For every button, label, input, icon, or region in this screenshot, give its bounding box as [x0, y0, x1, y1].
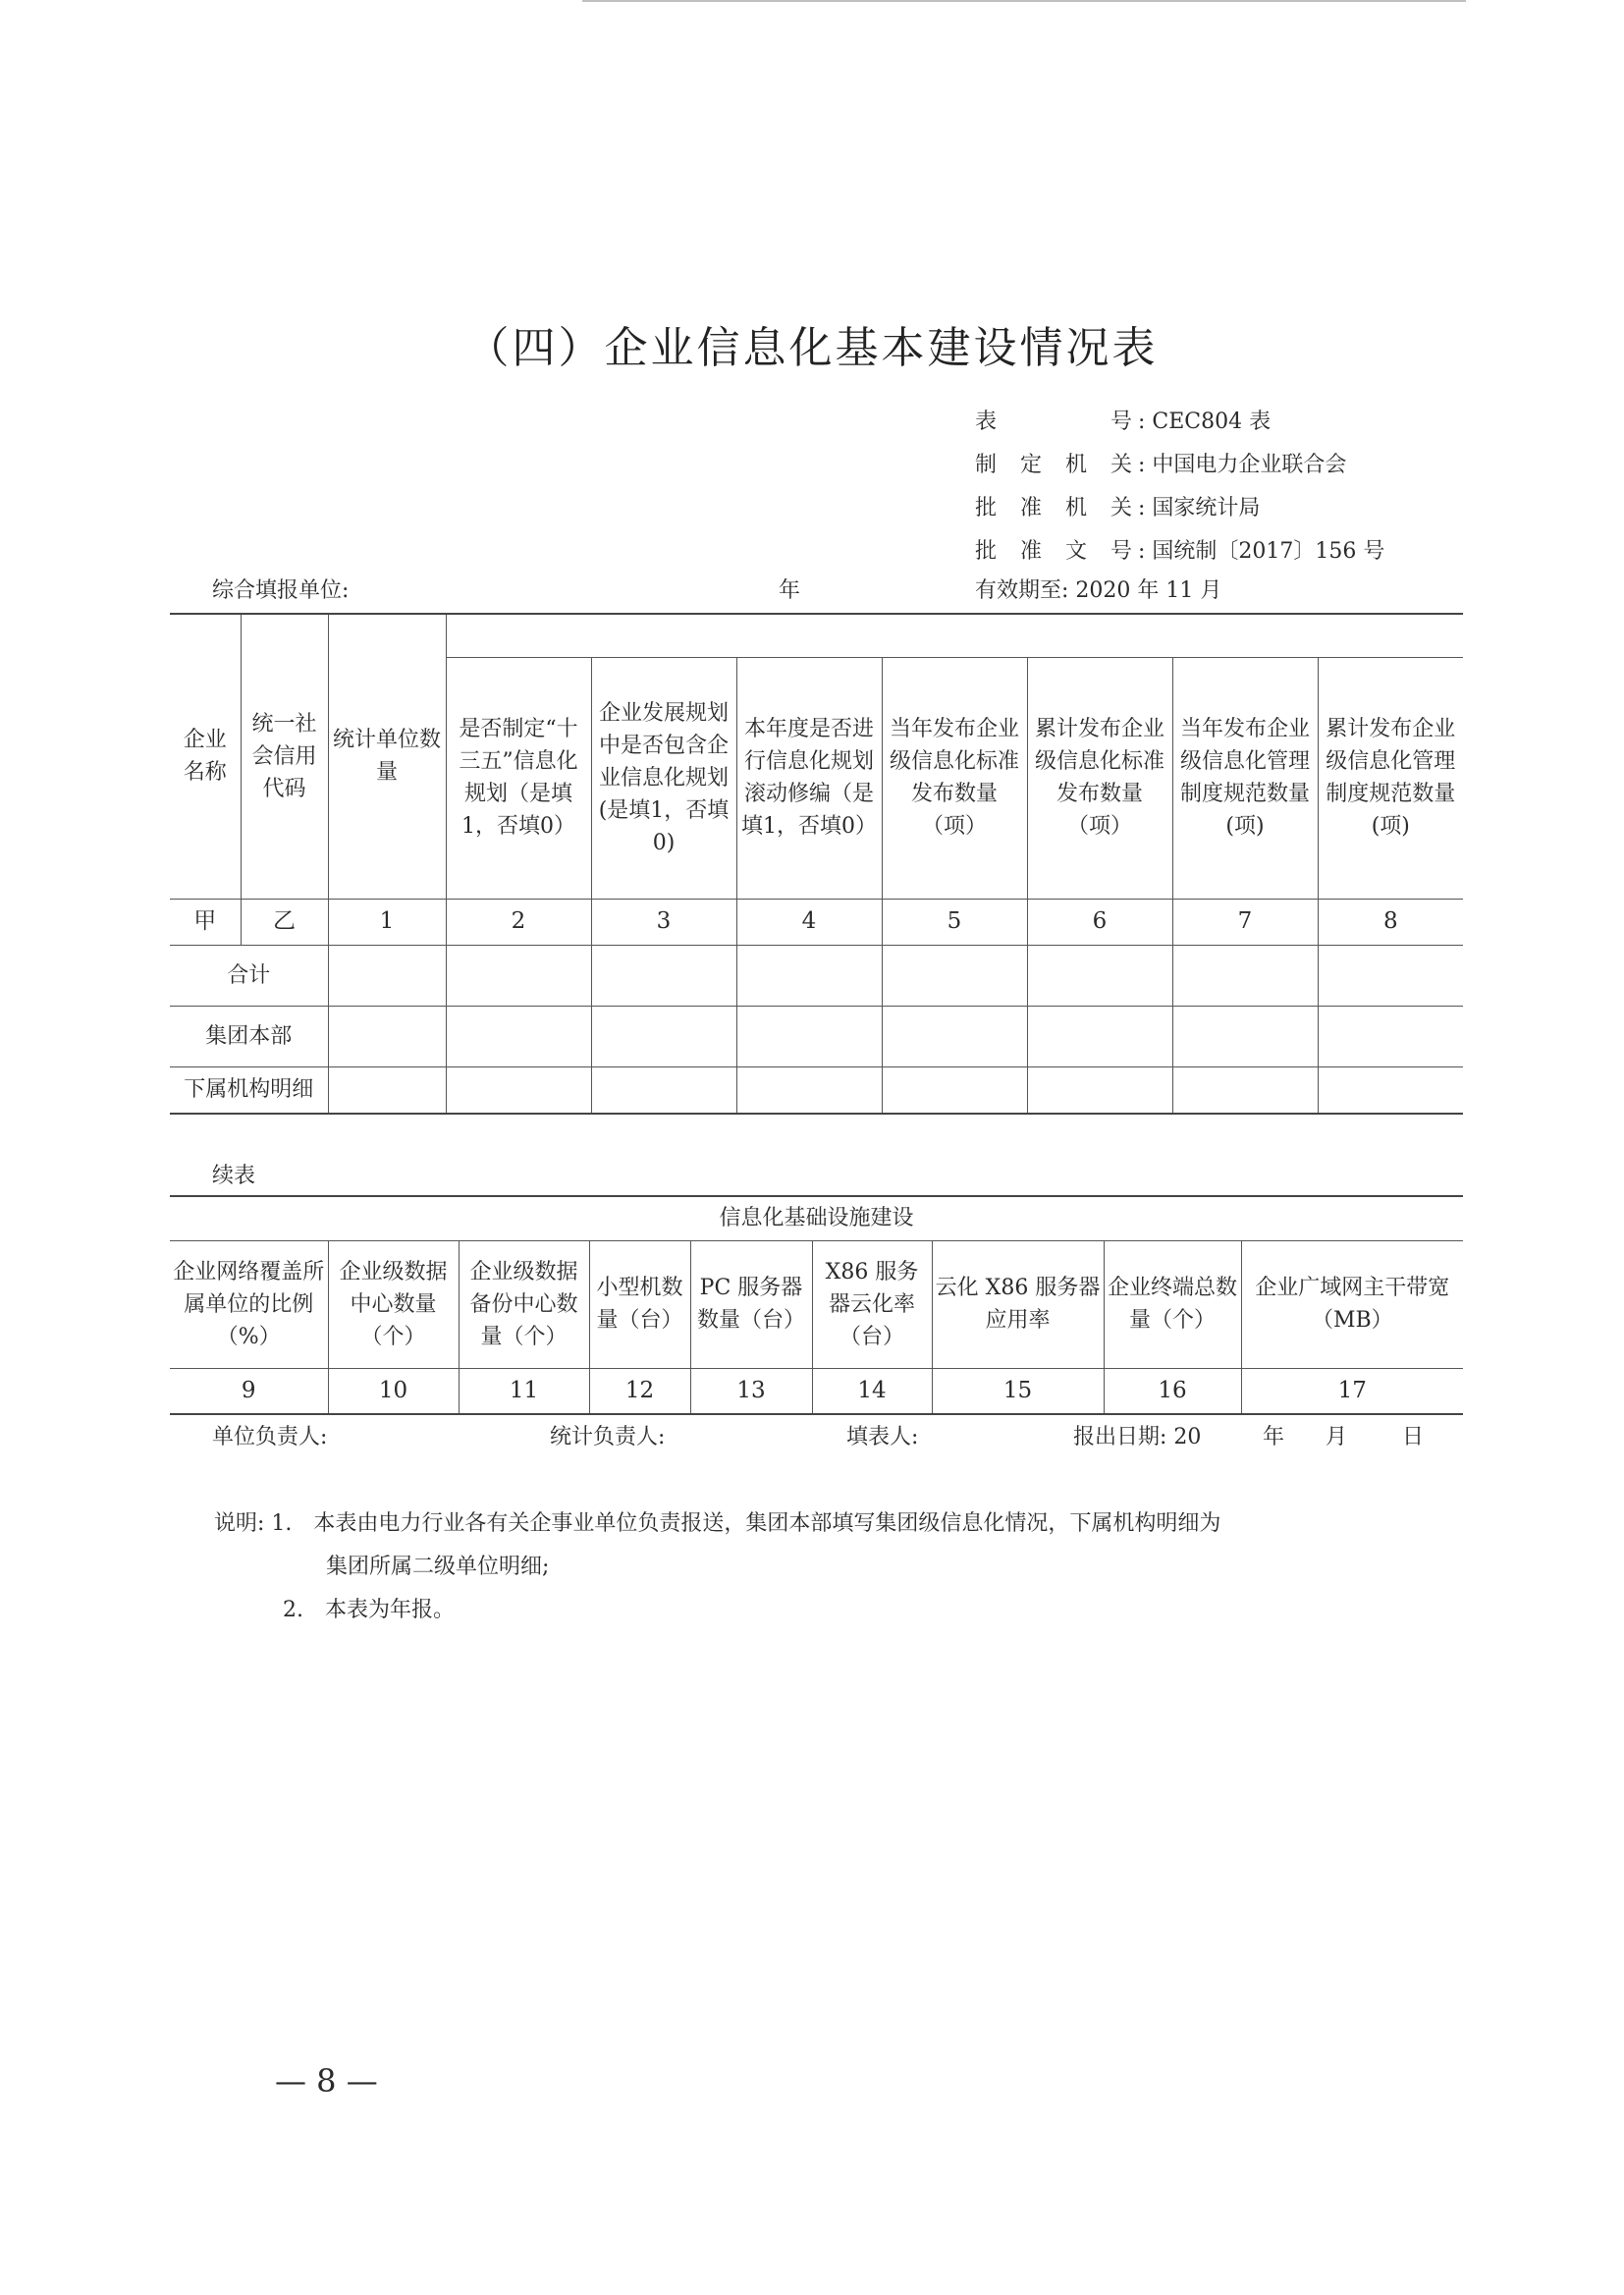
code-cell: 14	[812, 1368, 932, 1414]
reporting-unit-label: 综合填报单位:	[212, 578, 350, 603]
table-row	[170, 1006, 1463, 1066]
column-code-row	[170, 899, 1463, 945]
report-date-month: 月	[1326, 1425, 1348, 1449]
scan-top-edge	[582, 0, 1466, 2]
data-cell[interactable]	[1027, 945, 1172, 1006]
header-col-7: 累计发布企业级信息化管理制度规范数量(项)	[1318, 657, 1463, 899]
code-cell: 13	[690, 1368, 812, 1414]
form-metadata	[975, 401, 1384, 574]
code-cell: 7	[1172, 899, 1318, 945]
data-cell[interactable]	[328, 945, 446, 1006]
meta-approval-number: 批准文号 : 国统制〔2017〕156 号	[975, 539, 1385, 564]
header-col-13: PC 服务器数量（台）	[690, 1240, 812, 1368]
data-cell[interactable]	[882, 1006, 1027, 1066]
filler-label: 填表人:	[846, 1425, 919, 1449]
infrastructure-group-header: 信息化基础设施建设	[170, 1196, 1463, 1240]
header-unit-count: 统计单位数量	[328, 614, 446, 899]
note-line-1: 说明: 1. 本表由电力行业各有关企事业单位负责报送，集团本部填写集团级信息化情况，下属机构明细为	[214, 1511, 1221, 1536]
code-cell: 8	[1318, 899, 1463, 945]
header-col-5: 累计发布企业级信息化标准发布数量（项）	[1027, 657, 1172, 899]
column-code-row	[170, 1368, 1463, 1414]
code-cell: 10	[328, 1368, 459, 1414]
code-cell: 4	[736, 899, 882, 945]
report-date-year: 年	[1263, 1425, 1285, 1449]
code-cell: 3	[591, 899, 736, 945]
data-cell[interactable]	[591, 1066, 736, 1114]
header-col-2: 企业发展规划中是否包含企业信息化规划(是填1，否填0)	[591, 657, 736, 899]
code-cell: 6	[1027, 899, 1172, 945]
table-row	[170, 945, 1463, 1006]
code-cell: 16	[1104, 1368, 1241, 1414]
code-cell: 乙	[241, 899, 328, 945]
row-label-headquarters: 集团本部	[170, 1006, 328, 1066]
data-cell[interactable]	[328, 1006, 446, 1066]
report-date-label: 报出日期: 20	[1073, 1425, 1202, 1449]
data-cell[interactable]	[882, 1066, 1027, 1114]
page-title: （四）企业信息化基本建设情况表	[465, 323, 1159, 373]
code-cell: 甲	[170, 899, 241, 945]
data-cell[interactable]	[1027, 1066, 1172, 1114]
code-cell: 5	[882, 899, 1027, 945]
data-cell[interactable]	[1027, 1006, 1172, 1066]
code-cell: 9	[170, 1368, 328, 1414]
header-col-14: X86 服务器云化率（台）	[812, 1240, 932, 1368]
infrastructure-table	[170, 1195, 1463, 1415]
data-cell[interactable]	[1172, 1006, 1318, 1066]
page-number: — 8 —	[275, 2062, 378, 2100]
code-cell: 17	[1241, 1368, 1463, 1414]
header-col-12: 小型机数量（台）	[589, 1240, 690, 1368]
data-cell[interactable]	[1318, 1066, 1463, 1114]
header-col-15: 云化 X86 服务器应用率	[932, 1240, 1104, 1368]
header-col-4: 当年发布企业级信息化标准发布数量（项）	[882, 657, 1027, 899]
valid-until-label: 有效期至: 2020 年 11 月	[975, 578, 1222, 603]
report-date-day: 日	[1402, 1425, 1425, 1449]
header-col-16: 企业终端总数量（个）	[1104, 1240, 1241, 1368]
data-cell[interactable]	[1318, 945, 1463, 1006]
table-row	[170, 1066, 1463, 1114]
meta-issuing-authority: 制定机关 : 中国电力企业联合会	[975, 453, 1347, 477]
info-construction-table	[170, 613, 1463, 1115]
code-cell: 2	[446, 899, 591, 945]
meta-table-number: 表 号 : CEC804 表	[975, 410, 1272, 434]
data-cell[interactable]	[736, 1066, 882, 1114]
note-line-1-cont: 集团所属二级单位明细;	[326, 1555, 550, 1579]
header-col-1: 是否制定“十三五”信息化规划（是填1，否填0）	[446, 657, 591, 899]
data-cell[interactable]	[446, 1006, 591, 1066]
header-enterprise-name: 企业名称	[170, 614, 241, 899]
code-cell: 1	[328, 899, 446, 945]
data-cell[interactable]	[882, 945, 1027, 1006]
data-cell[interactable]	[446, 1066, 591, 1114]
header-credit-code: 统一社会信用代码	[241, 614, 328, 899]
notes	[214, 1503, 1220, 1632]
data-cell[interactable]	[591, 1006, 736, 1066]
row-label-total: 合计	[170, 945, 328, 1006]
meta-approving-authority: 批准机关 : 国家统计局	[975, 496, 1261, 520]
data-cell[interactable]	[1172, 945, 1318, 1006]
data-cell[interactable]	[736, 945, 882, 1006]
code-cell: 15	[932, 1368, 1104, 1414]
header-group-blank	[446, 614, 1463, 657]
continued-label: 续表	[212, 1164, 256, 1188]
header-col-10: 企业级数据中心数量（个）	[328, 1240, 459, 1368]
code-cell: 12	[589, 1368, 690, 1414]
header-col-9: 企业网络覆盖所属单位的比例（%）	[170, 1240, 328, 1368]
header-col-6: 当年发布企业级信息化管理制度规范数量(项)	[1172, 657, 1318, 899]
header-col-11: 企业级数据备份中心数量（个）	[459, 1240, 589, 1368]
header-col-17: 企业广域网主干带宽（MB）	[1241, 1240, 1463, 1368]
header-col-3: 本年度是否进行信息化规划滚动修编（是填1，否填0）	[736, 657, 882, 899]
data-cell[interactable]	[736, 1006, 882, 1066]
code-cell: 11	[459, 1368, 589, 1414]
stat-leader-label: 统计负责人:	[550, 1425, 666, 1449]
row-label-subsidiaries: 下属机构明细	[170, 1066, 328, 1114]
data-cell[interactable]	[446, 945, 591, 1006]
data-cell[interactable]	[1172, 1066, 1318, 1114]
data-cell[interactable]	[1318, 1006, 1463, 1066]
data-cell[interactable]	[328, 1066, 446, 1114]
year-label: 年	[779, 578, 801, 603]
data-cell[interactable]	[591, 945, 736, 1006]
note-line-2: 2. 本表为年报。	[283, 1598, 455, 1622]
unit-leader-label: 单位负责人:	[212, 1425, 328, 1449]
